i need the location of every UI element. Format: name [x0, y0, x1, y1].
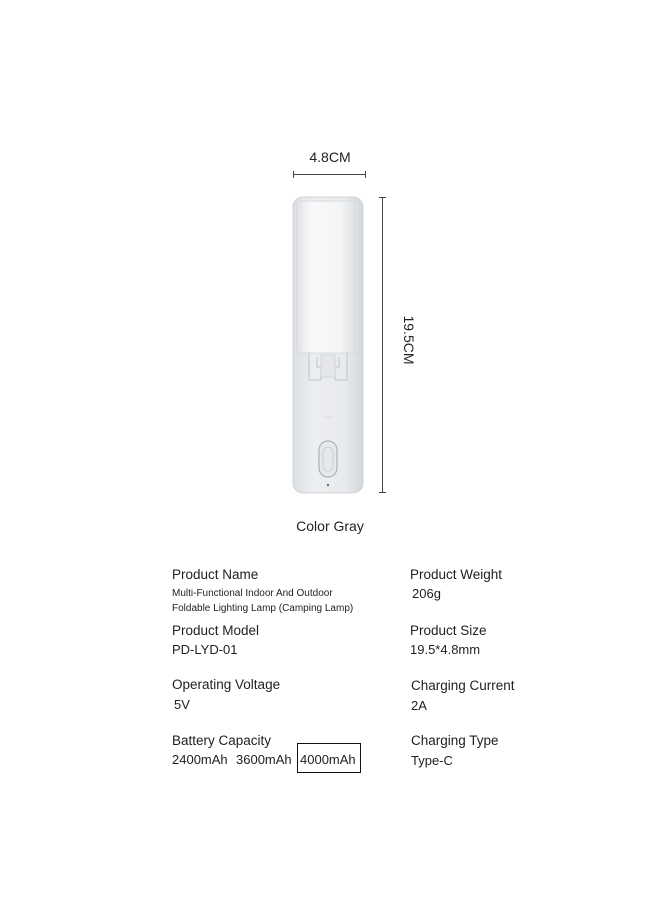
product-weight-value: 206g — [412, 586, 441, 601]
product-model-label: Product Model — [172, 623, 260, 638]
product-name-value-line1: Multi-Functional Indoor And Outdoor — [172, 588, 333, 599]
battery-capacity-label: Battery Capacity — [172, 733, 272, 748]
operating-voltage-value: 5V — [174, 697, 190, 712]
width-dimension-line — [293, 174, 366, 175]
color-caption: Color Gray — [296, 518, 364, 534]
product-size-value: 19.5*4.8mm — [410, 642, 481, 657]
product-model-value: PD-LYD-01 — [172, 642, 238, 657]
battery-option-3600[interactable]: 3600mAh — [236, 752, 292, 767]
height-dimension-label: 19.5CM — [401, 315, 417, 365]
product-name-label: Product Name — [172, 567, 259, 582]
battery-option-4000[interactable]: 4000mAh — [300, 752, 356, 767]
charging-type-value: Type-C — [411, 753, 453, 768]
height-dimension-line — [382, 197, 383, 493]
product-weight-label: Product Weight — [410, 567, 503, 582]
product-size-label: Product Size — [410, 623, 487, 638]
battery-selected-highlight — [297, 743, 361, 773]
charging-type-label: Charging Type — [411, 733, 499, 748]
lamp-product-image — [291, 195, 365, 495]
charging-current-value: 2A — [411, 698, 427, 713]
product-name-value-line2: Foldable Lighting Lamp (Camping Lamp) — [172, 603, 354, 614]
battery-option-2400[interactable]: 2400mAh — [172, 752, 228, 767]
operating-voltage-label: Operating Voltage — [172, 677, 281, 692]
charging-current-label: Charging Current — [411, 678, 515, 693]
width-dimension-label: 4.8CM — [309, 149, 351, 165]
